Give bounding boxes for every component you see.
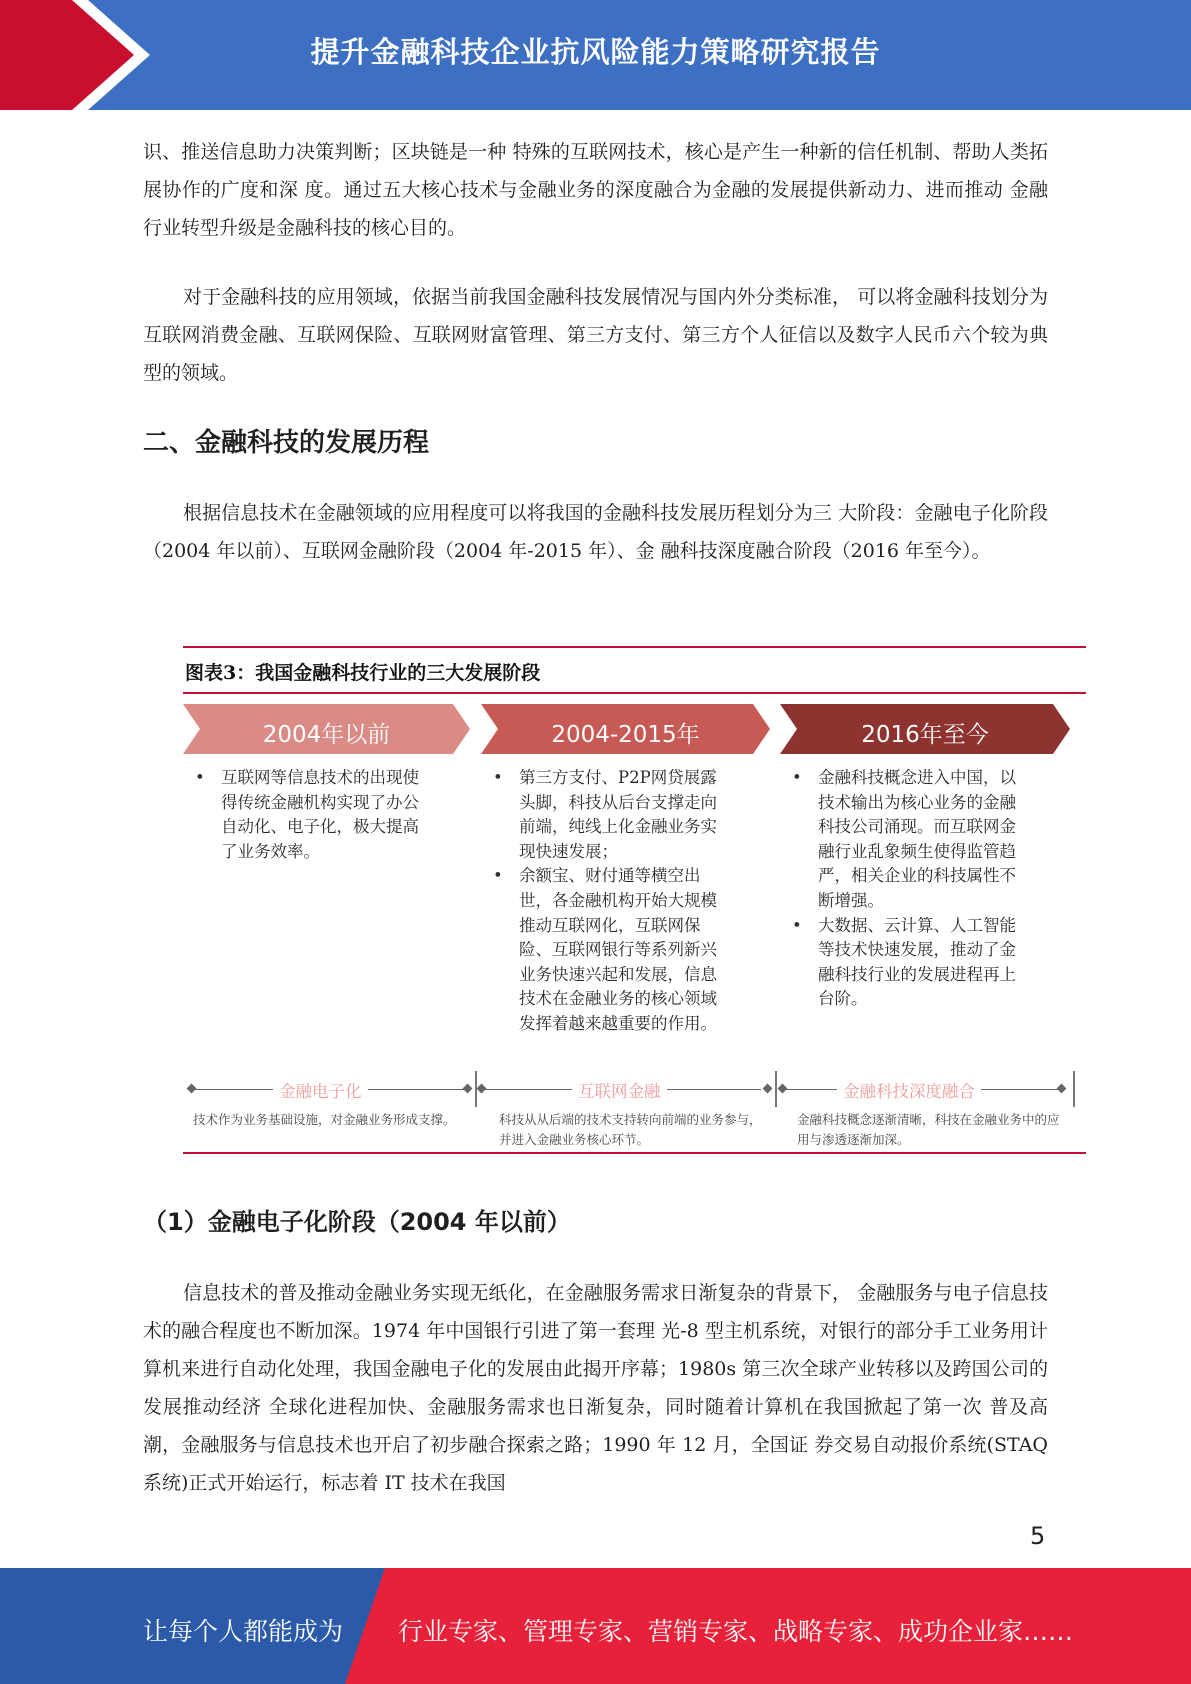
timeline-desc-3: 金融科技概念逐渐清晰，科技在金融业务中的应用与渗透逐渐加深。 [797, 1112, 1060, 1147]
stage-label-1: 2004年以前 [262, 722, 391, 748]
timeline-dot [187, 1084, 197, 1094]
stage-2-bullet-2: • 余额宝、财付通等横空出世，各金融机构开始大规模推动互联网化，互联网保险、互联网银行等系列新兴业务快速兴起和发展，信息技术在金融业务的核心领域发挥着越来越重要的作用。 [489, 864, 721, 1036]
stage-label-3: 2016年至今 [861, 722, 989, 748]
timeline-separator [1073, 1071, 1075, 1107]
timeline-label-3: 金融科技深度融合 [837, 1078, 981, 1102]
figure-title: 图表3：我国金融科技行业的三大发展阶段 [185, 662, 541, 684]
page-footer [0, 1568, 1191, 1684]
figure-three-stages [183, 646, 1086, 1154]
paragraph-tech-summary: 识、推送信息助力决策判断；区块链是一种 特殊的互联网技术，核心是产生一种新的信任机制、帮助人类拓展协作的广度和深 度。通过五大核心技术与金融业务的深度融合为金融的发展提供新动力、进而推动 金融行业转型升级是金融科技的核心目的。 [143, 141, 1048, 239]
page-number: 5 [1030, 1522, 1046, 1550]
stage-3-bullet-2: • 大数据、云计算、人工智能等技术快速发展，推动了金融科技行业的发展进程再上台阶。 [788, 914, 1020, 1012]
figure-bottom-rule [183, 1152, 1086, 1154]
timeline-dot [763, 1084, 773, 1094]
figure-title-rule [183, 692, 1086, 694]
stage-label-2: 2004-2015年 [551, 722, 700, 748]
section-heading: 二、金融科技的发展历程 [143, 428, 430, 458]
stage-2-bullet-1: • 第三方支付、P2P网贷展露头脚，科技从后台支撑走向前端，纯线上化金融业务实现快速发展； [489, 766, 721, 864]
footer-slogan-left: 让每个人都能成为 [143, 1617, 344, 1646]
subsection-heading: （1）金融电子化阶段（2004 年以前） [143, 1208, 571, 1236]
timeline-separator [775, 1071, 777, 1107]
paragraph-development-stages: 根据信息技术在金融领域的应用程度可以将我国的金融科技发展历程划分为三 大阶段：金融电子化阶段（2004 年以前）、互联网金融阶段（2004 年-2015 年）、金 融科技深度融合阶段（2016 年至今）。 [143, 502, 1048, 562]
paragraph-electronic-stage: 信息技术的普及推动金融业务实现无纸化，在金融服务需求日渐复杂的背景下， 金融服务与电子信息技术的融合程度也不断加深。1974 年中国银行引进了第一套理 光-8 型主机系统，对银行的部分手工业务用计算机来进行自动化处理，我国金融电子化的发展由此揭开序幕；1980s 第三次全球产业转移以及跨国公司的发展推动经济 全球化进程加快、金融服务需求也日渐复杂，同时随着计算机在我国掀起了第一次 普及高潮，金融服务与信息技术也开启了初步融合探索之路；1990 年 12 月，全国证 券交易自动报价系统(STAQ 系统)正式开始运行，标志着 IT 技术在我国 [143, 1282, 1048, 1494]
stage-3-bullets [788, 766, 1020, 1012]
report-title: 提升金融科技企业抗风险能力策略研究报告 [310, 35, 881, 69]
page-header [0, 0, 1191, 110]
timeline-dot [778, 1084, 788, 1094]
timeline-separator [475, 1071, 477, 1107]
paragraph-application-areas: 对于金融科技的应用领域，依据当前我国金融科技发展情况与国内外分类标准， 可以将金融科技划分为互联网消费金融、互联网保险、互联网财富管理、第三方支付、第三方个人征信以及数字人民币六个较为典型的领域。 [143, 286, 1048, 384]
timeline-dot [1057, 1084, 1067, 1094]
timeline-dot [463, 1084, 473, 1094]
timeline-label-1: 金融电子化 [273, 1078, 368, 1102]
timeline-label-2: 互联网金融 [572, 1078, 667, 1102]
timeline-desc-1: 技术作为业务基础设施，对金融业务形成支撑。 [193, 1112, 456, 1127]
timeline-dot [477, 1084, 487, 1094]
footer-slogan-right: 行业专家、管理专家、营销专家、战略专家、成功企业家…… [398, 1617, 1074, 1646]
timeline-desc-2: 科技从从后端的技术支持转向前端的业务参与，并进入金融业务核心环节。 [499, 1112, 762, 1147]
figure-top-rule [183, 646, 1086, 648]
stage-1-bullet: • 互联网等信息技术的出现使得传统金融机构实现了办公自动化、电子化，极大提高了业务效率。 [191, 766, 423, 864]
stage-2-bullets [489, 766, 721, 1037]
stage-1-bullets [191, 766, 423, 864]
stage-3-bullet-1: • 金融科技概念进入中国，以技术输出为核心业务的金融科技公司涌现。而互联网金融行业乱象频生使得监管趋严，相关企业的科技属性不断增强。 [788, 766, 1020, 914]
